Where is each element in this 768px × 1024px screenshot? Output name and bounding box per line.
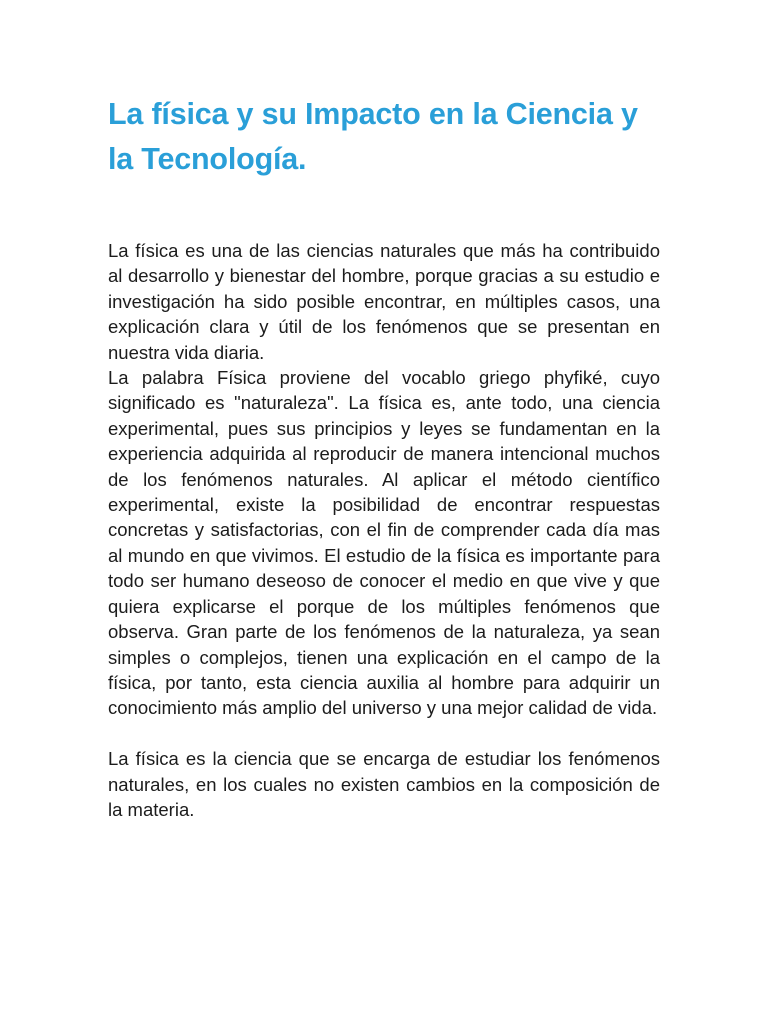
- document-title: La física y su Impacto en la Ciencia y la Tecnología.: [108, 97, 638, 176]
- document-body: [108, 238, 660, 822]
- paragraph-definition: La física es la ciencia que se encarga de estudiar los fenómenos naturales, en los cuales no existen cambios en la composición de la materia.: [108, 748, 660, 820]
- paragraph-intro: La física es una de las ciencias naturales que más ha contribuido al desarrollo y bienestar del hombre, porque gracias a su estudio e investigación ha sido posible encontrar, en múltiples casos, una explicación clara y útil de los fenómenos que se presentan en nuestra vida diaria.: [108, 240, 660, 363]
- paragraph-etymology: La palabra Física proviene del vocablo griego phyfiké, cuyo significado es "naturaleza". La física es, ante todo, una ciencia experimental, pues sus principios y leyes se fundamentan en la experiencia adquirida al reproducir de manera intencional muchos de los fenómenos naturales. Al aplicar el método científico experimental, existe la posibilidad de encontrar respuestas concretas y satisfactorias, con el fin de comprender cada día mas al mundo en que vivimos. El estudio de la física es importante para todo ser humano deseoso de conocer el medio en que vive y que quiera explicarse el porque de los múltiples fenómenos que observa. Gran parte de los fenómenos de la naturaleza, ya sean simples o complejos, tienen una explicación en el campo de la física, por tanto, esta ciencia auxilia al hombre para adquirir un conocimiento más amplio del universo y una mejor calidad de vida.: [108, 367, 660, 719]
- document-page: [108, 92, 660, 822]
